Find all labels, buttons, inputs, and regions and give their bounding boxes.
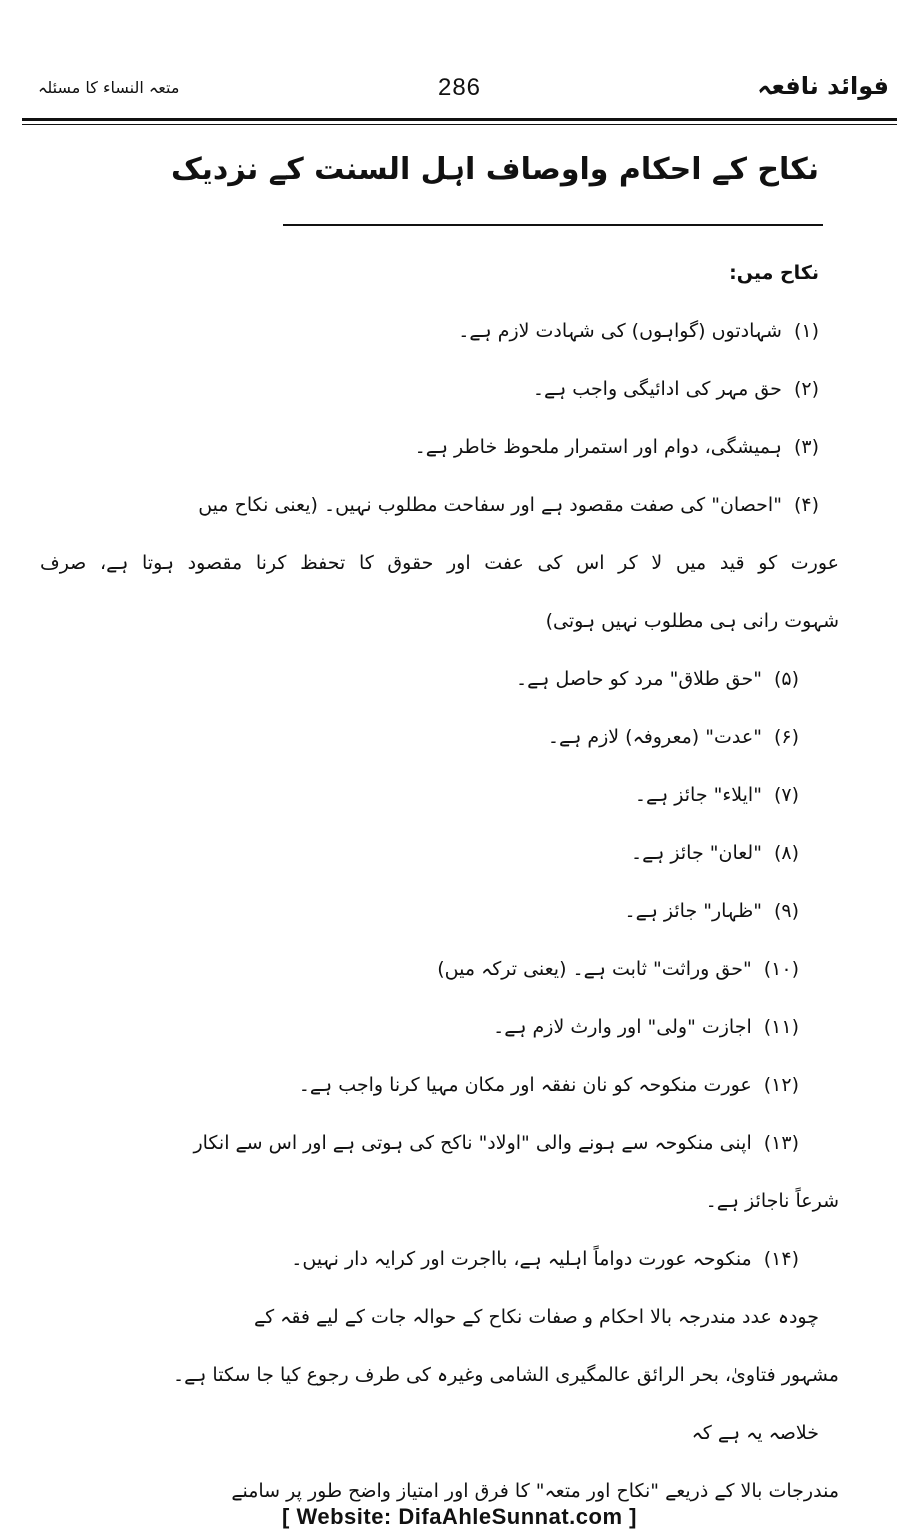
item-text: "احصان" کی صفت مقصود ہے اور سفاحت مطلوب نہیں۔ (یعنی نکاح میں (198, 494, 782, 516)
item-number: (۹) (773, 900, 799, 922)
page-number: 286 (437, 74, 482, 101)
item-number: (۷) (773, 784, 799, 806)
item-text: اجازت "ولی" اور وارث لازم ہے۔ (493, 1016, 752, 1038)
item-number: (۱۳) (763, 1132, 799, 1154)
intro-line: نکاح میں: (729, 262, 819, 284)
paragraph-line: مشہور فتاویٰ، بحر الرائق عالمگیری الشامی وغیرہ کی طرف رجوع کیا جا سکتا ہے۔ (172, 1364, 839, 1386)
item-number: (۴) (793, 494, 819, 516)
item-number: (۲) (793, 378, 819, 400)
heading-underline (283, 224, 823, 226)
list-item (40, 1056, 839, 1114)
list-item (40, 476, 839, 534)
page-header (30, 72, 889, 116)
item-text: "ایلاء" جائز ہے۔ (634, 784, 762, 806)
paragraph-line: مندرجات بالا کے ذریعے "نکاح اور متعہ" کا فرق اور امتیاز واضح طور پر سامنے (231, 1480, 839, 1502)
list-item-continuation: عورت کو قید میں لا کر اس کی عفت اور حقوق کا تحفظ کرنا مقصود ہوتا ہے، صرف (40, 552, 839, 574)
list-item-continuation: شرعاً ناجائز ہے۔ (705, 1190, 839, 1212)
list-item-continuation: شہوت رانی ہی مطلوب نہیں ہوتی) (545, 610, 839, 632)
item-text: "عدت" (معروفہ) لازم ہے۔ (547, 726, 762, 748)
item-number: (۳) (793, 436, 819, 458)
item-number: (۸) (773, 842, 799, 864)
list-item (40, 940, 839, 998)
list-item (40, 1114, 839, 1172)
list-item (40, 650, 839, 708)
item-text: "لعان" جائز ہے۔ (630, 842, 762, 864)
item-text: حق مہر کی ادائیگی واجب ہے۔ (532, 378, 782, 400)
item-text: "حق طلاق" مرد کو حاصل ہے۔ (516, 668, 762, 690)
item-number: (۶) (773, 726, 799, 748)
summary-intro: خلاصہ یہ ہے کہ (691, 1422, 819, 1444)
item-number: (۱۴) (763, 1248, 799, 1270)
item-number: (۱) (793, 320, 819, 342)
item-number: (۵) (773, 668, 799, 690)
list-item (40, 302, 839, 360)
list-item (40, 824, 839, 882)
item-text: ہمیشگی، دوام اور استمرار ملحوظ خاطر ہے۔ (414, 436, 782, 458)
item-number: (۱۲) (763, 1074, 799, 1096)
item-text: "ظہار" جائز ہے۔ (624, 900, 762, 922)
list-item (40, 766, 839, 824)
item-text: عورت منکوحہ کو نان نفقہ اور مکان مہیا کرنا واجب ہے۔ (298, 1074, 752, 1096)
item-text: شہادتوں (گواہوں) کی شہادت لازم ہے۔ (458, 320, 782, 342)
header-rule-thick (22, 118, 897, 121)
website-watermark: [ Website: DifaAhleSunnat.com ] (282, 1504, 637, 1529)
list-item (40, 882, 839, 940)
item-text: "حق وراثت" ثابت ہے۔ (یعنی ترکہ میں) (437, 958, 752, 980)
list-item (40, 998, 839, 1056)
chapter-heading: نکاح کے احکام واوصاف اہل السنت کے نزدیک (170, 152, 819, 187)
list-item (40, 360, 839, 418)
item-text: منکوحہ عورت دواماً اہلیہ ہے، بااجرت اور کرایہ دار نہیں۔ (291, 1248, 752, 1270)
body-text (40, 244, 839, 1520)
book-title: فوائد نافعہ (757, 72, 889, 100)
item-number: (۱۱) (763, 1016, 799, 1038)
list-item (40, 418, 839, 476)
item-number: (۱۰) (763, 958, 799, 980)
paragraph-line: چودہ عدد مندرجہ بالا احکام و صفات نکاح کے حوالہ جات کے لیے فقہ کے (253, 1306, 819, 1328)
list-item (40, 1230, 839, 1288)
list-item (40, 708, 839, 766)
item-text: اپنی منکوحہ سے ہونے والی "اولاد" ناکح کی ہوتی ہے اور اس سے انکار (193, 1132, 752, 1154)
header-rule-thin (22, 124, 897, 125)
section-title: متعہ النساء کا مسئلہ (38, 78, 180, 97)
